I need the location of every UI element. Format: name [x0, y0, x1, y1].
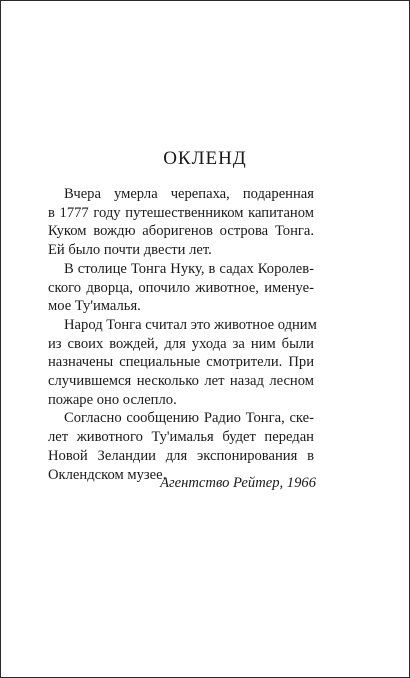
paragraph-2-line-1: В столице Тонга Нуку, в садах Королев-	[64, 260, 314, 277]
source-signature: Агентство Рейтер, 1966	[160, 475, 316, 491]
page-title: ОКЛЕНД	[163, 148, 247, 169]
paragraph-4-line-2: лет животного Ту'ималья будет передан	[48, 429, 314, 446]
paragraph-4-line-4: Оклендском музее.	[48, 466, 167, 483]
paragraph-1-line-4: Ей было почти двести лет.	[48, 242, 212, 259]
paragraph-1-line-2: в 1777 году путешественником капитаном	[48, 204, 314, 221]
paragraph-2-line-3: мое Ту'ималья.	[48, 298, 141, 315]
paragraph-3-line-1: Народ Тонга считал это животное одним	[64, 316, 317, 333]
article-body	[48, 185, 317, 484]
paragraph-4-line-1: Согласно сообщению Радио Тонга, ске-	[64, 410, 314, 427]
paragraph-1-line-1: Вчера умерла черепаха, подаренная	[64, 186, 314, 202]
paragraph-4-line-3: Новой Зеландии для экспонирования в	[48, 447, 314, 464]
paragraph-3-line-4: случившемся несколько лет назад лесном	[48, 373, 314, 390]
paragraph-3-line-2: из своих вождей, для ухода за ним были	[48, 335, 314, 352]
paragraph-3-line-3: назначены специальные смотрители. При	[48, 354, 314, 371]
paragraph-2-line-2: ского дворца, опочило животное, именуе-	[48, 279, 314, 296]
paragraph-3-line-5: пожаре оно ослепло.	[48, 391, 177, 408]
paragraph-1-line-3: Куком вождю аборигенов острова Тонга.	[48, 223, 314, 240]
